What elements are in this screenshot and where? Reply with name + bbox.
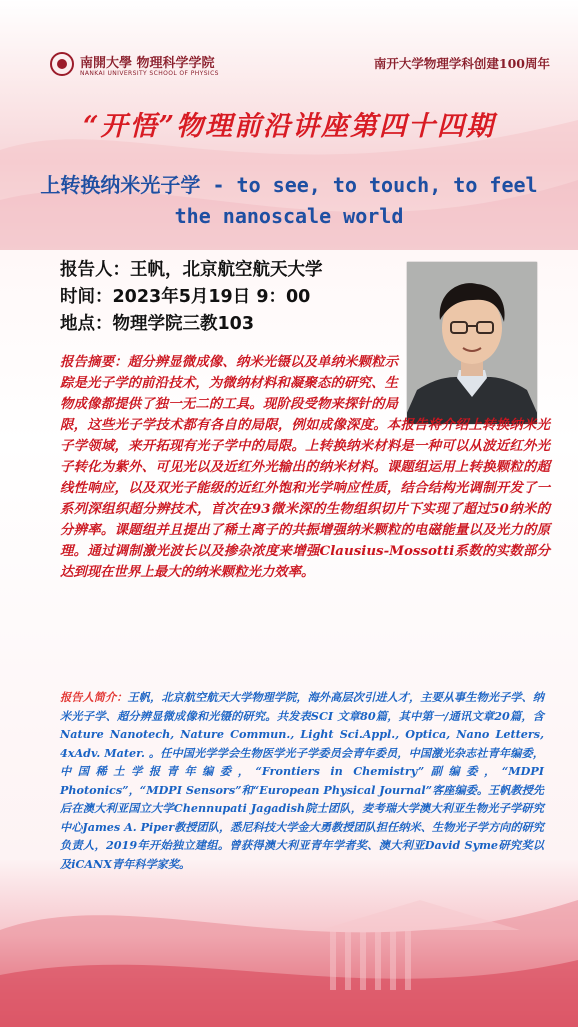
abstract-label: 报告摘要：	[60, 354, 128, 370]
bio-label: 报告人简介：	[60, 690, 128, 704]
abstract-text: 超分辨显微成像、纳米光镊以及单纳米颗粒示踪是光子学的前沿技术，为微纳材料和凝聚态的研究、生物成像都提供了独一无二的工具。现阶段受物来探针的局限，这些光子学技术都有各自的局限，例如成像深度。本报告将介绍上转换纳米光子学领域，来开拓现有光子学中的局限。上转换纳米材料是一种可以从波近红外光子转化为紫外、可见光以及近红外光输出的纳米材料。课题组运用上转换颗粒的超线性响应，以及双光子能级的近红外饱和光学响应性质，结合结构光调制开发了一系列深组织超分辨技术，首次在93微米深的生物组织切片下实现了超过50纳米的分辨率。课题组并且提出了稀土离子的共振增强纳米颗粒的电磁能量以及光力的原理。通过调制激光波长以及掺杂浓度来增强Clausius-Mossotti系数的实数部分达到现在世界上最大的纳米颗粒光力效率。	[60, 354, 550, 580]
logo-text: 南開大學 物理科学学院	[80, 56, 215, 71]
bio-section	[60, 688, 544, 873]
photo-wrap-spacer	[398, 352, 550, 415]
location-line: 地点：物理学院三教103	[60, 314, 255, 334]
speaker-line: 报告人：王帆，北京航空航天大学	[60, 260, 323, 280]
anniversary-text: 南开大学物理学科创建100周年	[373, 56, 550, 71]
series-title: “开悟”物理前沿讲座第四十四期	[82, 111, 496, 142]
time-line: 时间：2023年5月19日 9：00	[60, 287, 311, 307]
bio-text: 王帆，北京航空航天大学物理学院，海外高层次引进人才，主要从事生物光子学、纳米光子学、超分辨显微成像和光镊的研究。共发表SCI 文章80篇，其中第一/通讯文章20篇，含Nature Nanotech, Nature Commun., Light Sci.Appl., Optica, Nano Letters, 4xAdv. Mater. 。任中国光学学会生物医学光子学委员会青年委员，中国激光杂志社青年编委，中国稀土学报青年编委，“Frontiers in Chemistry”副编委，“MDPI Photonics”，“MDPI Sensors”和“European Physical Journal”客座编委。王帆教授先后在澳大利亚国立大学Chennupati Jagadish院士团队，麦考瑞大学澳大利亚生物光子学研究中心James A. Piper教授团队，悉尼科技大学金大勇教授团队担任纳米、生物光子学方向的研究负责人，2019年开始独立建组。曾获得澳大利亚青年学者奖、澳大利亚David Syme研究奖以及iCANX青年科学家奖。	[60, 690, 544, 871]
lecture-info	[60, 257, 323, 338]
school-logo	[50, 50, 260, 82]
university-seal-icon	[50, 52, 74, 76]
lecture-topic: 上转换纳米光子学 - to see, to touch, to feel the nanoscale world	[40, 173, 538, 228]
abstract-section	[60, 352, 550, 583]
logo-subtitle: NANKAI UNIVERSITY SCHOOL OF PHYSICS	[80, 70, 219, 77]
